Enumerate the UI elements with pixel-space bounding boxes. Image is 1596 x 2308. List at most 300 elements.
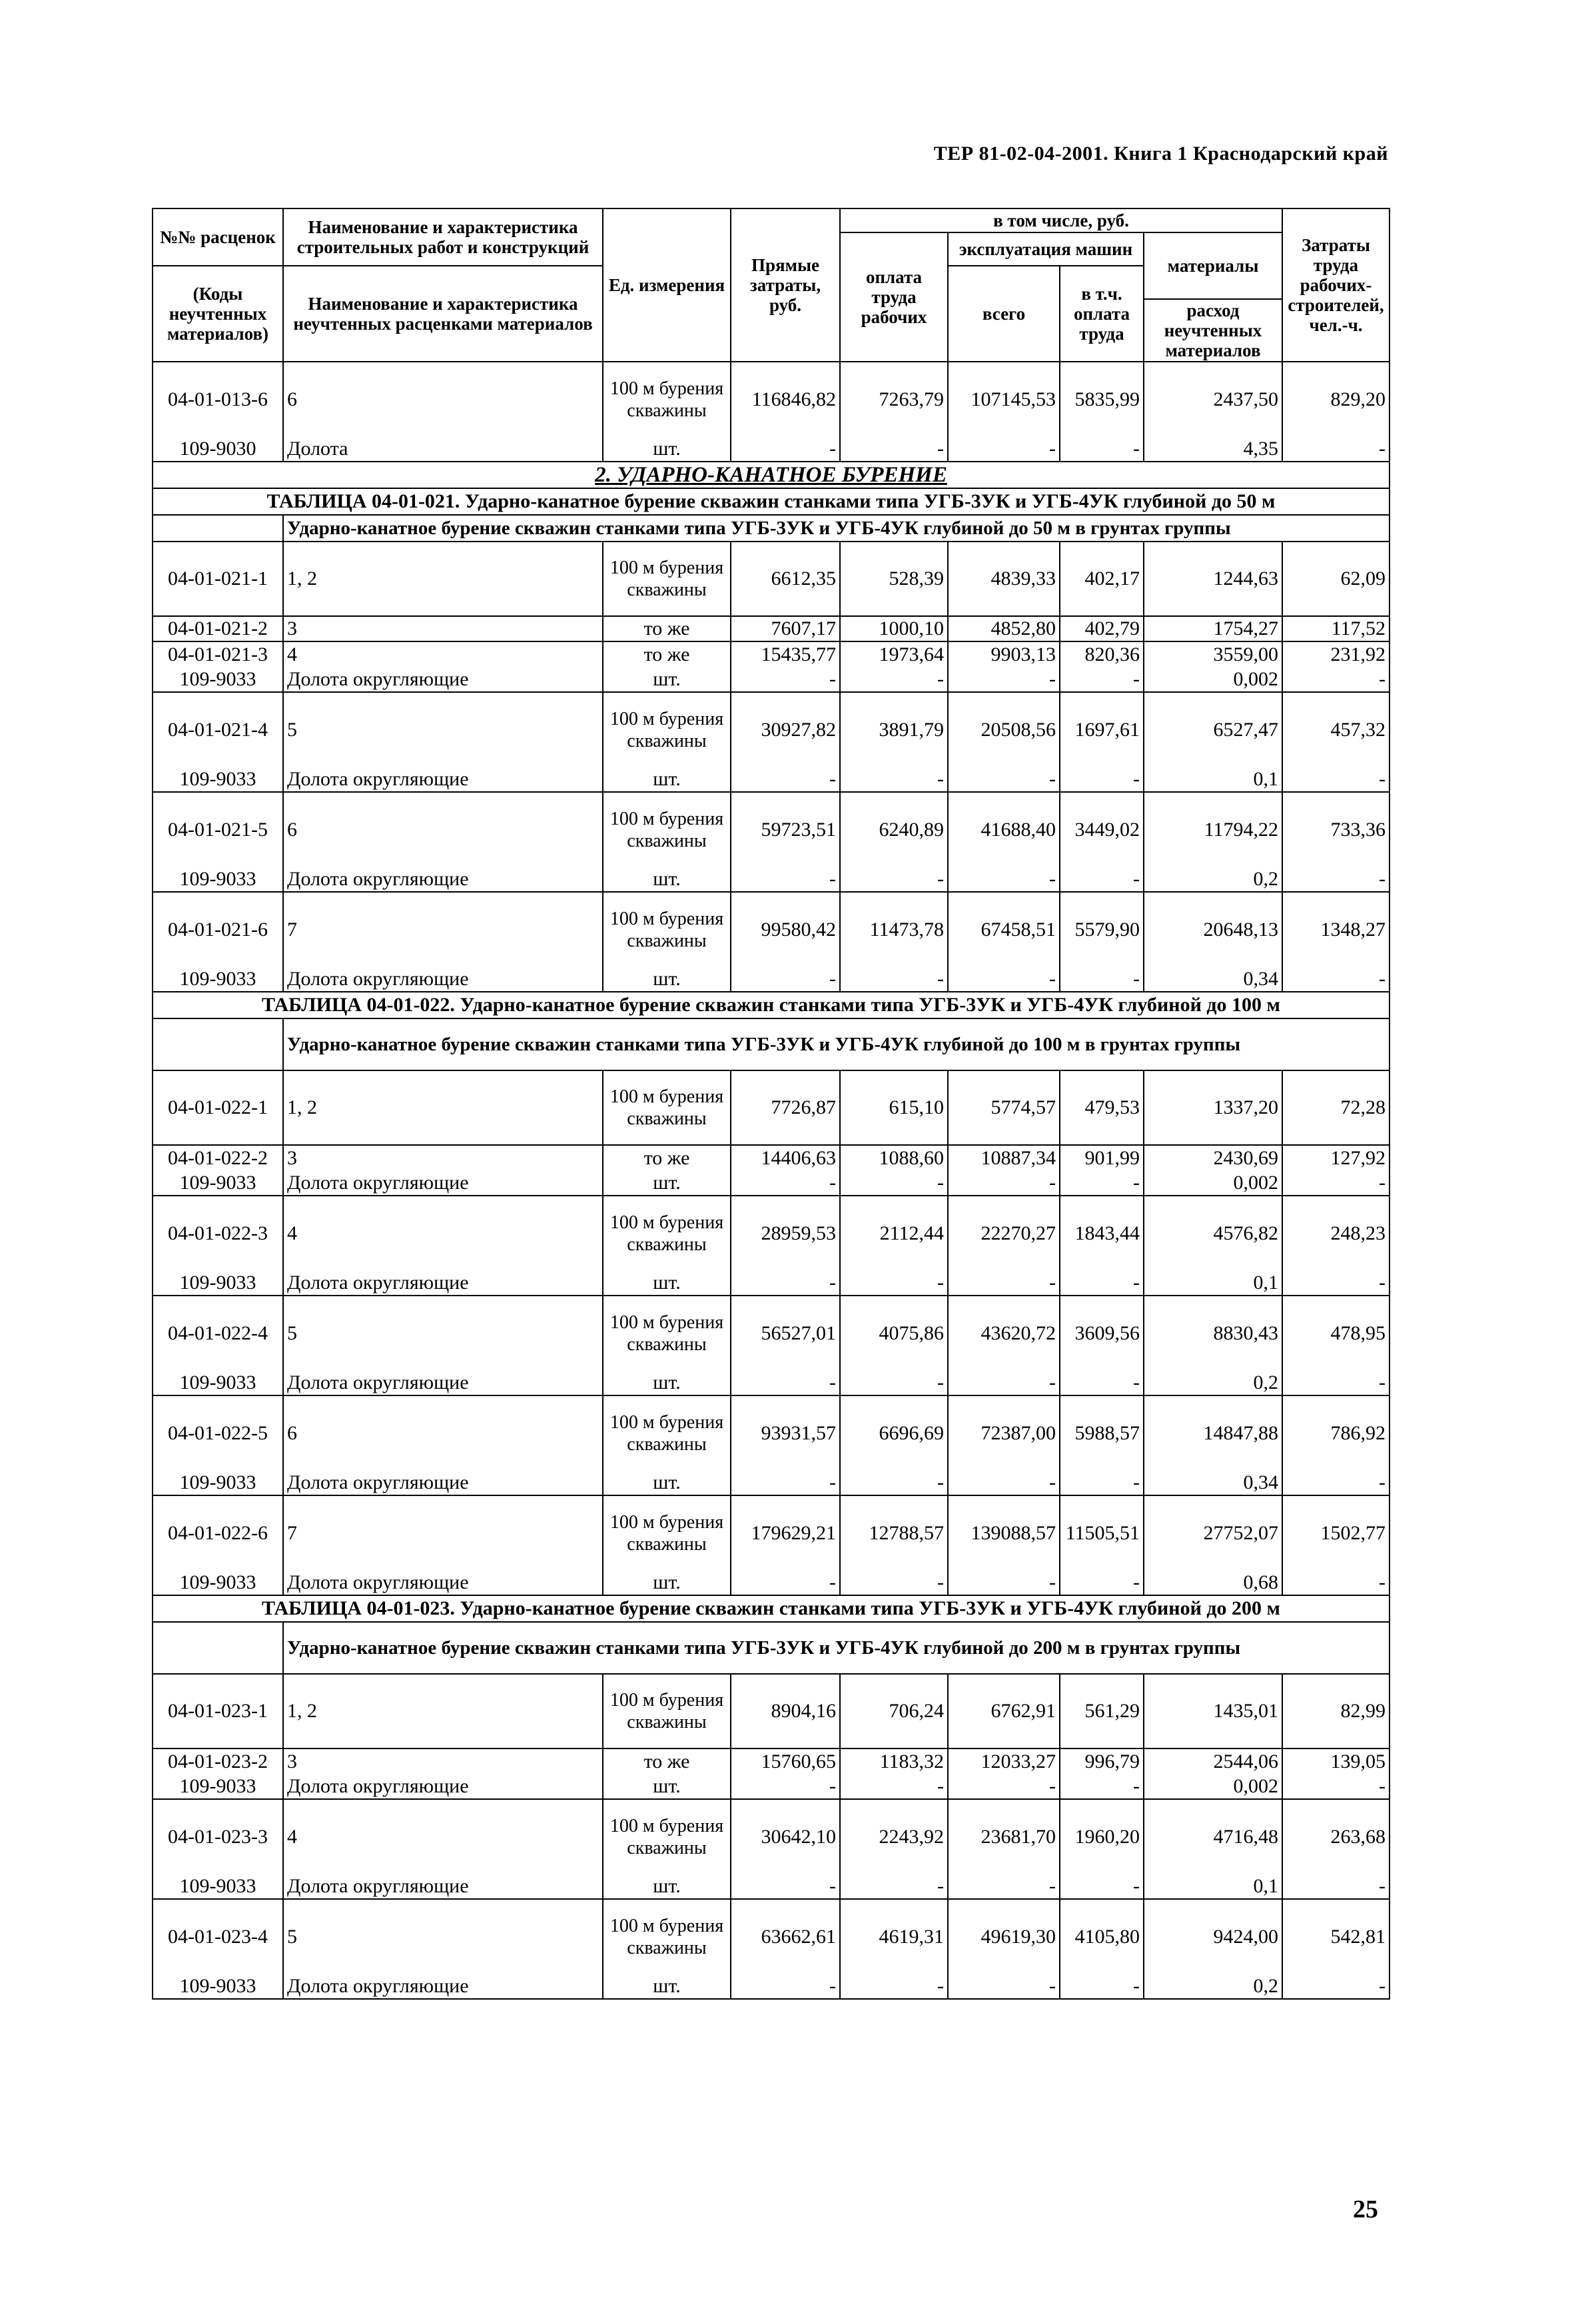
cell-name: Долота округляющие — [283, 1370, 603, 1395]
header-labor-pay: оплата труда рабочих — [840, 232, 948, 362]
cell-mach: 4839,33 — [948, 542, 1060, 616]
cell-unit: шт. — [603, 1874, 731, 1899]
table-title-row — [153, 1595, 1390, 1622]
cell-pay: - — [840, 1874, 948, 1899]
cell-code: 04-01-022-5 — [153, 1395, 283, 1470]
header-code: №№ расценок — [153, 208, 283, 266]
cell-pay: - — [840, 1170, 948, 1196]
cell-mach: 9903,13 — [948, 641, 1060, 667]
cell-labor: 478,95 — [1282, 1296, 1390, 1370]
cell-labor: 82,99 — [1282, 1674, 1390, 1748]
cell-labor: 786,92 — [1282, 1395, 1390, 1470]
cell-code: 04-01-023-3 — [153, 1799, 283, 1874]
cell-pay: - — [840, 1270, 948, 1296]
cell-mach-pay: 1697,61 — [1060, 692, 1144, 767]
cell-mach: 6762,91 — [948, 1674, 1060, 1748]
table-row — [153, 616, 1390, 641]
table-row — [153, 792, 1390, 867]
cell-pay: 3891,79 — [840, 692, 948, 767]
cell-name: Долота округляющие — [283, 867, 603, 892]
cell-code: 109-9033 — [153, 867, 283, 892]
cell-mat: 1754,27 — [1144, 616, 1282, 641]
cell-name: Долота округляющие — [283, 667, 603, 692]
header-materials-sub: расход неучтенных материалов — [1144, 299, 1282, 362]
table-row — [153, 1774, 1390, 1799]
cell-unit: шт. — [603, 1370, 731, 1395]
cell-mat: 0,34 — [1144, 1470, 1282, 1495]
table-row — [153, 1145, 1390, 1170]
table-row — [153, 1395, 1390, 1470]
cell-labor: - — [1282, 1370, 1390, 1395]
cell-unit: шт. — [603, 966, 731, 992]
cell-pay: 12788,57 — [840, 1495, 948, 1570]
cell-mach: - — [948, 966, 1060, 992]
table-row — [153, 1296, 1390, 1370]
cell-name: 7 — [283, 892, 603, 966]
cell-labor: 457,32 — [1282, 692, 1390, 767]
cell-code: 109-9033 — [153, 966, 283, 992]
cell-labor: 829,20 — [1282, 362, 1390, 436]
cell-pay: - — [840, 436, 948, 462]
cell-code: 04-01-021-4 — [153, 692, 283, 767]
cell-mach-pay: 820,36 — [1060, 641, 1144, 667]
cell-code: 04-01-023-1 — [153, 1674, 283, 1748]
cell-labor: - — [1282, 1270, 1390, 1296]
cell-mat: 0,68 — [1144, 1570, 1282, 1595]
cell-direct: 15435,77 — [731, 641, 840, 667]
cell-name: 7 — [283, 1495, 603, 1570]
cell-unit: шт. — [603, 1170, 731, 1196]
table-row — [153, 1196, 1390, 1270]
cell-direct: - — [731, 1570, 840, 1595]
cell-mat: 0,2 — [1144, 1370, 1282, 1395]
cell-mach: - — [948, 1370, 1060, 1395]
cell-mach-pay: - — [1060, 1874, 1144, 1899]
cell-code: 04-01-022-1 — [153, 1070, 283, 1145]
cell-labor: 139,05 — [1282, 1748, 1390, 1774]
cell-name: 6 — [283, 1395, 603, 1470]
cell-labor: 127,92 — [1282, 1145, 1390, 1170]
cell-labor: - — [1282, 966, 1390, 992]
table-title-row — [153, 992, 1390, 1018]
table-title: ТАБЛИЦА 04-01-023. Ударно-канатное бурение скважин станками типа УГБ-3УК и УГБ-4УК глубиной до 200 м — [153, 1595, 1390, 1622]
cell-mat: 6527,47 — [1144, 692, 1282, 767]
cell-labor: 72,28 — [1282, 1070, 1390, 1145]
cell-unit: то же — [603, 616, 731, 641]
cell-unit: 100 м бурения скважины — [603, 1070, 731, 1145]
cell-direct: - — [731, 1974, 840, 1999]
cell-name: 3 — [283, 616, 603, 641]
cell-code: 109-9033 — [153, 667, 283, 692]
table-subtitle: Ударно-канатное бурение скважин станками типа УГБ-3УК и УГБ-4УК глубиной до 100 м в грунтах группы — [283, 1018, 1390, 1070]
cell-mach: - — [948, 1270, 1060, 1296]
cell-unit: 100 м бурения скважины — [603, 1196, 731, 1270]
cell-mach-pay: - — [1060, 1570, 1144, 1595]
cell-mat: 27752,07 — [1144, 1495, 1282, 1570]
cell-pay: 4619,31 — [840, 1899, 948, 1974]
cell-direct: - — [731, 436, 840, 462]
cell-direct: - — [731, 1874, 840, 1899]
cell-mach-pay: 4105,80 — [1060, 1899, 1144, 1974]
cell-mach: 5774,57 — [948, 1070, 1060, 1145]
cell-name: 1, 2 — [283, 542, 603, 616]
header-machines: эксплуатация машин — [948, 232, 1144, 266]
cell-mat: 9424,00 — [1144, 1899, 1282, 1974]
cell-unit: то же — [603, 1145, 731, 1170]
cell-unit: 100 м бурения скважины — [603, 1674, 731, 1748]
cell-name: Долота округляющие — [283, 1774, 603, 1799]
cell-mach-pay: 901,99 — [1060, 1145, 1144, 1170]
table-row — [153, 966, 1390, 992]
cell-mach: 49619,30 — [948, 1899, 1060, 1974]
cell-unit: шт. — [603, 1974, 731, 1999]
cell-mat: 20648,13 — [1144, 892, 1282, 966]
cell-mach: - — [948, 1170, 1060, 1196]
table-row — [153, 1570, 1390, 1595]
cell-mat: 0,34 — [1144, 966, 1282, 992]
cell-labor: 248,23 — [1282, 1196, 1390, 1270]
cell-mat: 0,2 — [1144, 1974, 1282, 1999]
cell-labor: 733,36 — [1282, 792, 1390, 867]
cell-pay: 1973,64 — [840, 641, 948, 667]
cell-mat: 2544,06 — [1144, 1748, 1282, 1774]
table-row — [153, 1974, 1390, 1999]
empty-code-cell — [153, 515, 283, 542]
table-row — [153, 1470, 1390, 1495]
header-materials: материалы — [1144, 232, 1282, 299]
cell-direct: 93931,57 — [731, 1395, 840, 1470]
cell-mat: 0,1 — [1144, 1874, 1282, 1899]
cell-pay: 706,24 — [840, 1674, 948, 1748]
cell-unit: 100 м бурения скважины — [603, 542, 731, 616]
cell-code: 109-9033 — [153, 1570, 283, 1595]
cell-unit: шт. — [603, 667, 731, 692]
header-unit: Ед. измерения — [603, 208, 731, 362]
cell-name: 5 — [283, 1899, 603, 1974]
cell-mach-pay: 1960,20 — [1060, 1799, 1144, 1874]
cell-mach-pay: - — [1060, 966, 1144, 992]
header-machines-labor: в т.ч. оплата труда — [1060, 266, 1144, 362]
empty-code-cell — [153, 1018, 283, 1070]
table-row — [153, 1799, 1390, 1874]
cell-code: 109-9033 — [153, 1874, 283, 1899]
cell-pay: 528,39 — [840, 542, 948, 616]
cell-name: 6 — [283, 792, 603, 867]
cell-mat: 0,1 — [1144, 767, 1282, 792]
table-subtitle-row — [153, 515, 1390, 542]
cell-name: Долота округляющие — [283, 1874, 603, 1899]
table-row — [153, 1170, 1390, 1196]
cell-mat: 0,2 — [1144, 867, 1282, 892]
cell-name: Долота — [283, 436, 603, 462]
cell-labor: 542,81 — [1282, 1899, 1390, 1974]
cell-mach-pay: 3449,02 — [1060, 792, 1144, 867]
table-row — [153, 542, 1390, 616]
table-subtitle-row — [153, 1018, 1390, 1070]
cell-labor: 1348,27 — [1282, 892, 1390, 966]
table-row — [153, 767, 1390, 792]
cell-mat: 3559,00 — [1144, 641, 1282, 667]
cell-direct: 56527,01 — [731, 1296, 840, 1370]
cell-mach: 4852,80 — [948, 616, 1060, 641]
table-subtitle-row — [153, 1622, 1390, 1674]
cell-mat: 2430,69 — [1144, 1145, 1282, 1170]
cell-mach: - — [948, 1570, 1060, 1595]
table-title: ТАБЛИЦА 04-01-021. Ударно-канатное бурение скважин станками типа УГБ-3УК и УГБ-4УК глубиной до 50 м — [153, 488, 1390, 515]
cell-mach-pay: - — [1060, 1470, 1144, 1495]
cell-pay: 615,10 — [840, 1070, 948, 1145]
cell-mach: 43620,72 — [948, 1296, 1060, 1370]
cell-name: Долота округляющие — [283, 1170, 603, 1196]
cell-unit: 100 м бурения скважины — [603, 1495, 731, 1570]
cell-mach-pay: 5988,57 — [1060, 1395, 1144, 1470]
cell-code: 109-9033 — [153, 1270, 283, 1296]
cell-labor: - — [1282, 1874, 1390, 1899]
cell-name: 5 — [283, 692, 603, 767]
table-row — [153, 1899, 1390, 1974]
table-row — [153, 1270, 1390, 1296]
cell-pay: 7263,79 — [840, 362, 948, 436]
cell-mat: 4716,48 — [1144, 1799, 1282, 1874]
table-row — [153, 1874, 1390, 1899]
cell-mach-pay: 996,79 — [1060, 1748, 1144, 1774]
cell-direct: - — [731, 966, 840, 992]
header-code-sub: (Коды неучтенных материалов) — [153, 266, 283, 362]
cell-direct: 14406,63 — [731, 1145, 840, 1170]
cell-unit: 100 м бурения скважины — [603, 362, 731, 436]
cell-mach: - — [948, 1470, 1060, 1495]
cell-code: 109-9033 — [153, 1170, 283, 1196]
cell-direct: 8904,16 — [731, 1674, 840, 1748]
cell-code: 04-01-013-6 — [153, 362, 283, 436]
cell-name: Долота округляющие — [283, 767, 603, 792]
cell-unit: шт. — [603, 867, 731, 892]
cell-unit: 100 м бурения скважины — [603, 892, 731, 966]
cell-name: Долота округляющие — [283, 1570, 603, 1595]
cell-labor: 62,09 — [1282, 542, 1390, 616]
cell-mach-pay: 5579,90 — [1060, 892, 1144, 966]
cell-direct: - — [731, 867, 840, 892]
cell-unit: 100 м бурения скважины — [603, 692, 731, 767]
cell-direct: 30927,82 — [731, 692, 840, 767]
cell-mat: 0,002 — [1144, 1170, 1282, 1196]
cell-unit: 100 м бурения скважины — [603, 1899, 731, 1974]
cell-pay: - — [840, 966, 948, 992]
cell-code: 109-9033 — [153, 1370, 283, 1395]
cell-labor: 117,52 — [1282, 616, 1390, 641]
cell-pay: - — [840, 1974, 948, 1999]
cell-mach-pay: 11505,51 — [1060, 1495, 1144, 1570]
cell-mach: 23681,70 — [948, 1799, 1060, 1874]
table-row — [153, 892, 1390, 966]
table-row — [153, 362, 1390, 436]
table-subtitle: Ударно-канатное бурение скважин станками типа УГБ-3УК и УГБ-4УК глубиной до 200 м в грунтах группы — [283, 1622, 1390, 1674]
cell-code: 04-01-021-1 — [153, 542, 283, 616]
cell-unit: 100 м бурения скважины — [603, 792, 731, 867]
cell-mach: 107145,53 — [948, 362, 1060, 436]
cell-mach-pay: 3609,56 — [1060, 1296, 1144, 1370]
cell-mach-pay: 5835,99 — [1060, 362, 1144, 436]
cell-direct: - — [731, 1270, 840, 1296]
rates-table — [152, 208, 1390, 2000]
cell-mach: - — [948, 667, 1060, 692]
cell-pay: - — [840, 1470, 948, 1495]
table-title: ТАБЛИЦА 04-01-022. Ударно-канатное бурение скважин станками типа УГБ-3УК и УГБ-4УК глубиной до 100 м — [153, 992, 1390, 1018]
cell-unit: шт. — [603, 436, 731, 462]
cell-direct: 59723,51 — [731, 792, 840, 867]
cell-mach-pay: 561,29 — [1060, 1674, 1144, 1748]
cell-name: 5 — [283, 1296, 603, 1370]
cell-labor: - — [1282, 1170, 1390, 1196]
cell-mach: 139088,57 — [948, 1495, 1060, 1570]
cell-pay: 2112,44 — [840, 1196, 948, 1270]
cell-mat: 14847,88 — [1144, 1395, 1282, 1470]
cell-unit: 100 м бурения скважины — [603, 1395, 731, 1470]
cell-name: 1, 2 — [283, 1674, 603, 1748]
cell-labor: - — [1282, 1774, 1390, 1799]
cell-mach: 72387,00 — [948, 1395, 1060, 1470]
cell-unit: шт. — [603, 1270, 731, 1296]
cell-mach-pay: 402,79 — [1060, 616, 1144, 641]
cell-code: 04-01-022-2 — [153, 1145, 283, 1170]
header-machines-total: всего — [948, 266, 1060, 362]
cell-mach-pay: - — [1060, 767, 1144, 792]
section-title-row — [153, 462, 1390, 488]
cell-direct: 7607,17 — [731, 616, 840, 641]
table-row — [153, 667, 1390, 692]
page-number: 25 — [1353, 2195, 1378, 2223]
cell-labor: - — [1282, 767, 1390, 792]
cell-labor: - — [1282, 436, 1390, 462]
cell-code: 109-9033 — [153, 1470, 283, 1495]
cell-mach-pay: - — [1060, 867, 1144, 892]
cell-direct: 15760,65 — [731, 1748, 840, 1774]
cell-pay: 4075,86 — [840, 1296, 948, 1370]
cell-name: 3 — [283, 1748, 603, 1774]
cell-code: 109-9033 — [153, 1974, 283, 1999]
cell-mat: 0,002 — [1144, 667, 1282, 692]
cell-mach-pay: - — [1060, 1774, 1144, 1799]
header-labor: Затраты труда рабочих-строителей, чел.-ч. — [1282, 208, 1390, 362]
cell-pay: - — [840, 1774, 948, 1799]
cell-pay: 6696,69 — [840, 1395, 948, 1470]
cell-unit: шт. — [603, 767, 731, 792]
cell-mat: 0,1 — [1144, 1270, 1282, 1296]
cell-mat: 2437,50 — [1144, 362, 1282, 436]
cell-mat: 8830,43 — [1144, 1296, 1282, 1370]
cell-code: 04-01-021-2 — [153, 616, 283, 641]
page-header: ТЕР 81-02-04-2001. Книга 1 Краснодарский край — [933, 143, 1388, 165]
cell-labor: 1502,77 — [1282, 1495, 1390, 1570]
cell-mach: 22270,27 — [948, 1196, 1060, 1270]
cell-name: 1, 2 — [283, 1070, 603, 1145]
cell-direct: 6612,35 — [731, 542, 840, 616]
cell-code: 04-01-021-3 — [153, 641, 283, 667]
cell-mach: - — [948, 1874, 1060, 1899]
cell-code: 109-9033 — [153, 767, 283, 792]
cell-direct: - — [731, 667, 840, 692]
cell-mach: - — [948, 1774, 1060, 1799]
cell-mat: 0,002 — [1144, 1774, 1282, 1799]
cell-code: 04-01-021-6 — [153, 892, 283, 966]
cell-code: 04-01-022-6 — [153, 1495, 283, 1570]
cell-direct: 63662,61 — [731, 1899, 840, 1974]
table-row — [153, 1070, 1390, 1145]
cell-name: 4 — [283, 1196, 603, 1270]
cell-unit: шт. — [603, 1570, 731, 1595]
cell-code: 04-01-021-5 — [153, 792, 283, 867]
cell-mach: - — [948, 767, 1060, 792]
cell-name: 4 — [283, 641, 603, 667]
table-title-row — [153, 488, 1390, 515]
empty-code-cell — [153, 1622, 283, 1674]
cell-pay: 6240,89 — [840, 792, 948, 867]
cell-unit: то же — [603, 641, 731, 667]
cell-code: 04-01-023-2 — [153, 1748, 283, 1774]
cell-mach-pay: - — [1060, 1170, 1144, 1196]
section-title: 2. УДАРНО-КАНАТНОЕ БУРЕНИЕ — [153, 462, 1390, 488]
cell-mach-pay: 402,17 — [1060, 542, 1144, 616]
cell-mach: 41688,40 — [948, 792, 1060, 867]
cell-mat: 1337,20 — [1144, 1070, 1282, 1145]
cell-pay: - — [840, 1370, 948, 1395]
cell-direct: 116846,82 — [731, 362, 840, 436]
cell-direct: 179629,21 — [731, 1495, 840, 1570]
cell-unit: то же — [603, 1748, 731, 1774]
table-row — [153, 641, 1390, 667]
cell-labor: - — [1282, 1974, 1390, 1999]
cell-mat: 4576,82 — [1144, 1196, 1282, 1270]
cell-code: 109-9030 — [153, 436, 283, 462]
cell-name: 3 — [283, 1145, 603, 1170]
cell-mach-pay: 479,53 — [1060, 1070, 1144, 1145]
cell-mat: 11794,22 — [1144, 792, 1282, 867]
cell-unit: шт. — [603, 1774, 731, 1799]
cell-mat: 1244,63 — [1144, 542, 1282, 616]
cell-mach: - — [948, 1974, 1060, 1999]
table-row — [153, 1370, 1390, 1395]
cell-code: 04-01-022-3 — [153, 1196, 283, 1270]
cell-code: 04-01-022-4 — [153, 1296, 283, 1370]
cell-mat: 4,35 — [1144, 436, 1282, 462]
cell-labor: - — [1282, 867, 1390, 892]
cell-mach: - — [948, 436, 1060, 462]
table-row — [153, 1674, 1390, 1748]
cell-direct: 30642,10 — [731, 1799, 840, 1874]
cell-labor: - — [1282, 1470, 1390, 1495]
cell-mach-pay: - — [1060, 1270, 1144, 1296]
table-row — [153, 692, 1390, 767]
cell-direct: 28959,53 — [731, 1196, 840, 1270]
cell-pay: 2243,92 — [840, 1799, 948, 1874]
cell-mach-pay: - — [1060, 667, 1144, 692]
cell-name: Долота округляющие — [283, 966, 603, 992]
cell-pay: - — [840, 767, 948, 792]
header-name-sub: Наименование и характеристика неучтенных расценками материалов — [283, 266, 603, 362]
cell-unit: 100 м бурения скважины — [603, 1296, 731, 1370]
cell-labor: 231,92 — [1282, 641, 1390, 667]
table-row — [153, 1748, 1390, 1774]
cell-mach: 10887,34 — [948, 1145, 1060, 1170]
cell-mach: 67458,51 — [948, 892, 1060, 966]
cell-pay: - — [840, 867, 948, 892]
cell-name: Долота округляющие — [283, 1270, 603, 1296]
cell-direct: - — [731, 1774, 840, 1799]
table-subtitle: Ударно-канатное бурение скважин станками типа УГБ-3УК и УГБ-4УК глубиной до 50 м в грунтах группы — [283, 515, 1390, 542]
cell-name: Долота округляющие — [283, 1470, 603, 1495]
cell-labor: 263,68 — [1282, 1799, 1390, 1874]
cell-unit: шт. — [603, 1470, 731, 1495]
